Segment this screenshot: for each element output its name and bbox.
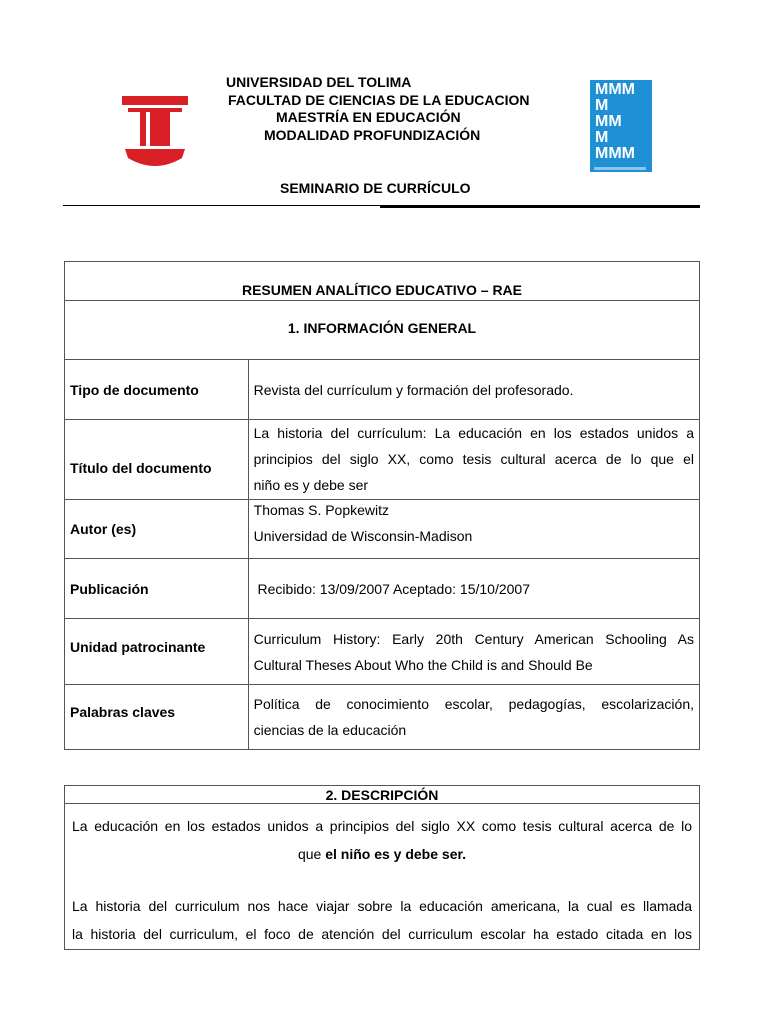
logo-line: MM (595, 113, 622, 130)
section-description: 2. DESCRIPCIÓN (65, 786, 700, 804)
description-body (65, 804, 700, 950)
header-divider-thick (380, 205, 700, 208)
row-value: Política de conocimiento escolar, pedagogías, escolarización, ciencias de la educación (248, 685, 699, 750)
description-text: que el niño es y debe ser. (297, 846, 467, 862)
logo-line: MMM (595, 145, 635, 162)
row-label: Publicación (65, 559, 249, 619)
row-label: Palabras claves (65, 685, 249, 750)
description-text: La historia del curriculum nos hace viajar sobre la educación americana, la cual es llamada (72, 898, 692, 914)
row-label: Unidad patrocinante (65, 619, 249, 685)
modality-name: MODALIDAD PROFUNDIZACIÓN (264, 127, 481, 143)
description-text: la historia del curriculum, el foco de atención del curriculum escolar ha estado citada en los (72, 926, 692, 942)
university-logo (120, 94, 190, 170)
row-label: Autor (es) (65, 500, 249, 559)
description-table (64, 785, 700, 950)
rae-table (64, 261, 700, 750)
description-text: La educación en los estados unidos a principios del siglo XX como tesis cultural acerca de lo (72, 818, 692, 834)
section-general-info: 1. INFORMACIÓN GENERAL (65, 301, 700, 360)
faculty-name: FACULTAD DE CIENCIAS DE LA EDUCACION (228, 92, 530, 108)
logo-line: MMM (595, 81, 635, 98)
university-name: UNIVERSIDAD DEL TOLIMA (226, 74, 412, 90)
row-label: Tipo de documento (65, 360, 249, 420)
row-value: La historia del currículum: La educación en los estados unidos a principios del siglo XX, como tesis cultural acerca de lo que el niño es y debe ser (248, 420, 699, 500)
rae-title: RESUMEN ANALÍTICO EDUCATIVO – RAE (65, 262, 700, 301)
row-label: Título del documento (65, 420, 249, 500)
logo-line: M (595, 97, 609, 114)
row-value: Revista del currículum y formación del profesorado. (248, 360, 699, 420)
maestria-logo (590, 80, 652, 172)
row-value: Curriculum History: Early 20th Century American Schooling As Cultural Theses About Who the Child is and Should Be (248, 619, 699, 685)
row-value: Thomas S. Popkewitz Universidad de Wisconsin-Madison (248, 500, 699, 559)
seminar-title: SEMINARIO DE CURRÍCULO (280, 180, 471, 196)
logo-line: M (595, 129, 609, 146)
row-value: Recibido: 13/09/2007 Aceptado: 15/10/2007 (248, 559, 699, 619)
program-name: MAESTRÍA EN EDUCACIÓN (276, 109, 461, 125)
